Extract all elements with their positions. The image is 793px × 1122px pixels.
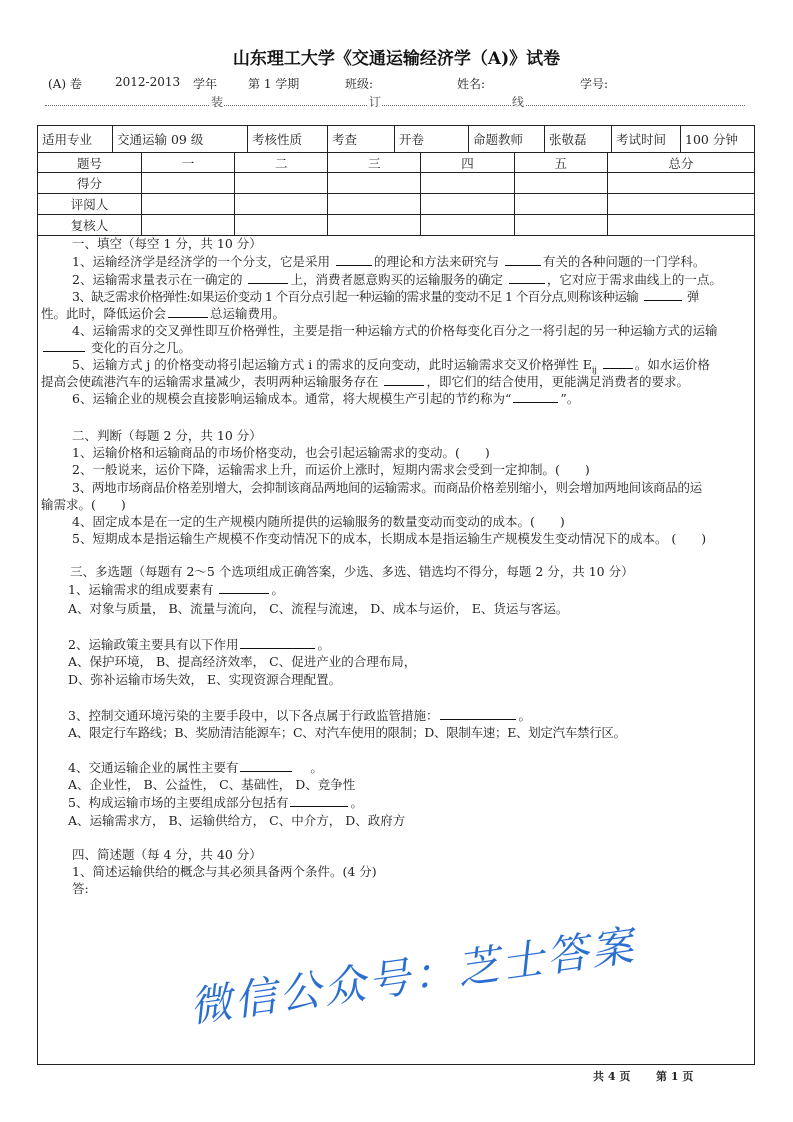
- question-1-5: 5、运输方式 j 的价格变动将引起运输方式 i 的需求的反向变动，此时运输需求交叉价格弹性 $E_{ij}$ 。如水运价格: [72, 357, 710, 375]
- score-row-label: 评阅人: [38, 194, 142, 215]
- school-year: 2012-2013: [115, 75, 181, 89]
- score-cell[interactable]: [142, 194, 235, 215]
- score-cell[interactable]: [607, 173, 754, 194]
- question-3-1: 1、运输需求的组成要素有 。: [68, 582, 284, 597]
- score-cell[interactable]: [235, 215, 328, 236]
- question-3-5: 5、构成运输市场的主要组成部分包括有 。: [68, 795, 363, 810]
- score-cell[interactable]: [328, 194, 421, 215]
- question-3-1-options: A、对象与质量， B、流量与流向， C、流程与流速， D、成本与运价， E、货运与客运。: [68, 601, 569, 616]
- binding-xian: 线: [512, 95, 525, 109]
- page-number: 第 1 页: [656, 1070, 694, 1083]
- score-cell[interactable]: [421, 194, 514, 215]
- question-3-3: 3、控制交通环境污染的主要手段中，以下各点属于行政监管措施： 。: [68, 708, 531, 723]
- info-cell: 100 分钟: [681, 126, 755, 153]
- answer-blank[interactable]: [603, 357, 633, 369]
- year-label: 学年: [193, 77, 218, 91]
- answer-blank[interactable]: [290, 795, 348, 807]
- answer-blank[interactable]: [43, 340, 85, 352]
- question-1-6: 6、运输企业的规模会直接影响运输成本。通常，将大规模生产引起的节约称为“ ”。: [72, 391, 580, 406]
- question-3-2: 2、运输政策主要具有以下作用 。: [68, 637, 330, 652]
- score-cell[interactable]: [328, 173, 421, 194]
- binding-ding: 订: [369, 95, 382, 109]
- score-cell[interactable]: [421, 173, 514, 194]
- binding-line: [45, 93, 745, 109]
- question-3-5-options: A、运输需求方， B、运输供给方， C、中介方， D、政府方: [68, 813, 406, 828]
- class-label: 班级:: [345, 77, 374, 91]
- score-cell[interactable]: [328, 215, 421, 236]
- question-1-4-cont: 变化的百分之几。: [41, 340, 191, 355]
- answer-blank[interactable]: [240, 760, 292, 772]
- course-info-table: [37, 125, 755, 153]
- score-cell[interactable]: [421, 215, 514, 236]
- score-header: 题号: [38, 153, 142, 173]
- score-row-label: 得分: [38, 173, 142, 194]
- score-cell[interactable]: [142, 173, 235, 194]
- section-3-heading: 三、多选题（每题有 2～5 个选项组成正确答案，少选、多选、错选均不得分，每题 2 分，共 10 分）: [70, 564, 634, 579]
- score-table: [37, 152, 755, 236]
- score-cell[interactable]: [235, 194, 328, 215]
- answer-blank[interactable]: [513, 391, 558, 403]
- page-total: 共 4 页: [593, 1070, 631, 1083]
- question-3-2-options: A、保护环境， B、提高经济效率， C、促进产业的合理布局，: [68, 654, 417, 669]
- answer-blank[interactable]: [440, 708, 516, 720]
- answer-blank[interactable]: [248, 272, 288, 284]
- score-cell[interactable]: [235, 173, 328, 194]
- question-1-3: 3、缺乏需求价格弹性:如果运价变动 1 个百分点引起一种运输的需求量的变动不足 1 个百分点,则称该种运输 弹: [72, 289, 699, 304]
- score-header: 一: [142, 153, 235, 173]
- answer-blank[interactable]: [509, 272, 545, 284]
- score-cell[interactable]: [514, 215, 607, 236]
- question-2-2: 2、一般说来，运价下降，运输需求上升，而运价上涨时，短期内需求会受到一定抑制。( ): [72, 462, 590, 477]
- score-header: 总分: [607, 153, 754, 173]
- question-4-1: 1、简述运输供给的概念与其必须具备两个条件。(4 分): [72, 864, 377, 879]
- name-label: 姓名:: [457, 77, 486, 91]
- section-4-heading: 四、简述题（每 4 分，共 40 分）: [72, 847, 262, 862]
- answer-blank[interactable]: [336, 254, 372, 266]
- answer-blank[interactable]: [168, 306, 208, 318]
- answer-blank[interactable]: [384, 374, 424, 386]
- score-row-label: 复核人: [38, 215, 142, 236]
- student-id-label: 学号:: [580, 77, 609, 91]
- info-cell: 张敬磊: [545, 126, 612, 153]
- exam-title: 山东理工大学《交通运输经济学（A)》试卷: [232, 49, 561, 69]
- question-3-2-options-2: D、弥补运输市场失效， E、实现资源合理配置。: [68, 672, 342, 687]
- info-cell: 适用专业: [38, 126, 113, 153]
- paper-label: (A) 卷: [48, 77, 82, 91]
- section-2-heading: 二、判断（每题 2 分，共 10 分）: [72, 428, 262, 443]
- score-cell[interactable]: [514, 194, 607, 215]
- answer-blank[interactable]: [505, 254, 541, 266]
- score-cell[interactable]: [607, 215, 754, 236]
- info-cell: 考查: [328, 126, 395, 153]
- question-1-1: 1、运输经济学是经济学的一个分支，它是采用 的理论和方法来研究与 有关的各种问题的一门学科。: [72, 254, 706, 269]
- question-3-4: 4、交通运输企业的属性主要有 。: [68, 760, 323, 775]
- answer-blank[interactable]: [219, 582, 269, 594]
- section-1-heading: 一、填空（每空 1 分，共 10 分）: [72, 236, 262, 251]
- info-cell: 考试时间: [612, 126, 681, 153]
- score-header: 三: [328, 153, 421, 173]
- score-cell[interactable]: [142, 215, 235, 236]
- info-cell: 命题教师: [469, 126, 545, 153]
- info-cell: 交通运输 09 级: [113, 126, 248, 153]
- score-header: 二: [235, 153, 328, 173]
- score-cell[interactable]: [607, 194, 754, 215]
- watermark: 微信公众号：芝士答案: [186, 920, 639, 1032]
- info-cell: 考核性质: [248, 126, 328, 153]
- question-3-4-options: A、企业性， B、公益性， C、基础性， D、竞争性: [68, 777, 356, 792]
- question-2-5: 5、短期成本是指运输生产规模不作变动情况下的成本，长期成本是指运输生产规模发生变动情况下的成本。 ( ): [72, 531, 707, 546]
- score-header: 四: [421, 153, 514, 173]
- answer-blank[interactable]: [644, 289, 682, 301]
- answer-blank[interactable]: [240, 637, 315, 649]
- answer-label: 答:: [72, 881, 89, 896]
- term: 第 1 学期: [248, 77, 300, 91]
- question-1-2: 2、运输需求量表示在一确定的 上，消费者愿意购买的运输服务的确定 ，它对应于需求曲线上的一点。: [72, 272, 722, 287]
- binding-zhuang: 装: [211, 95, 224, 109]
- question-3-3-options: A、限定行车路线；B、奖励清洁能源车；C、对汽车使用的限制；D、限制车速；E、划定汽车禁行区。: [68, 725, 626, 740]
- question-2-4: 4、固定成本是在一定的生产规模内随所提供的运输服务的数量变动而变动的成本。( ): [72, 514, 565, 529]
- info-cell: 开卷: [395, 126, 469, 153]
- question-1-5-cont: 提高会使疏港汽车的运输需求量减少，表明两种运输服务存在 ，即它们的结合使用，更能满足消费者的要求。: [41, 374, 689, 389]
- question-2-1: 1、运输价格和运输商品的市场价格变动，也会引起运输需求的变动。( ): [72, 445, 490, 460]
- score-header: 五: [514, 153, 607, 173]
- score-cell[interactable]: [514, 173, 607, 194]
- question-2-3: 3、两地市场商品价格差别增大，会抑制该商品两地间的运输需求。而商品价格差别缩小，则会增加两地间该商品的运: [72, 480, 702, 495]
- question-1-3-cont: 性。此时，降低运价会 总运输费用。: [41, 306, 286, 321]
- question-1-4: 4、运输需求的交叉弹性即互价格弹性，主要是指一种运输方式的价格每变化百分之一将引起的另一种运输方式的运输: [72, 323, 718, 338]
- question-2-3-cont: 输需求。( ): [41, 497, 126, 512]
